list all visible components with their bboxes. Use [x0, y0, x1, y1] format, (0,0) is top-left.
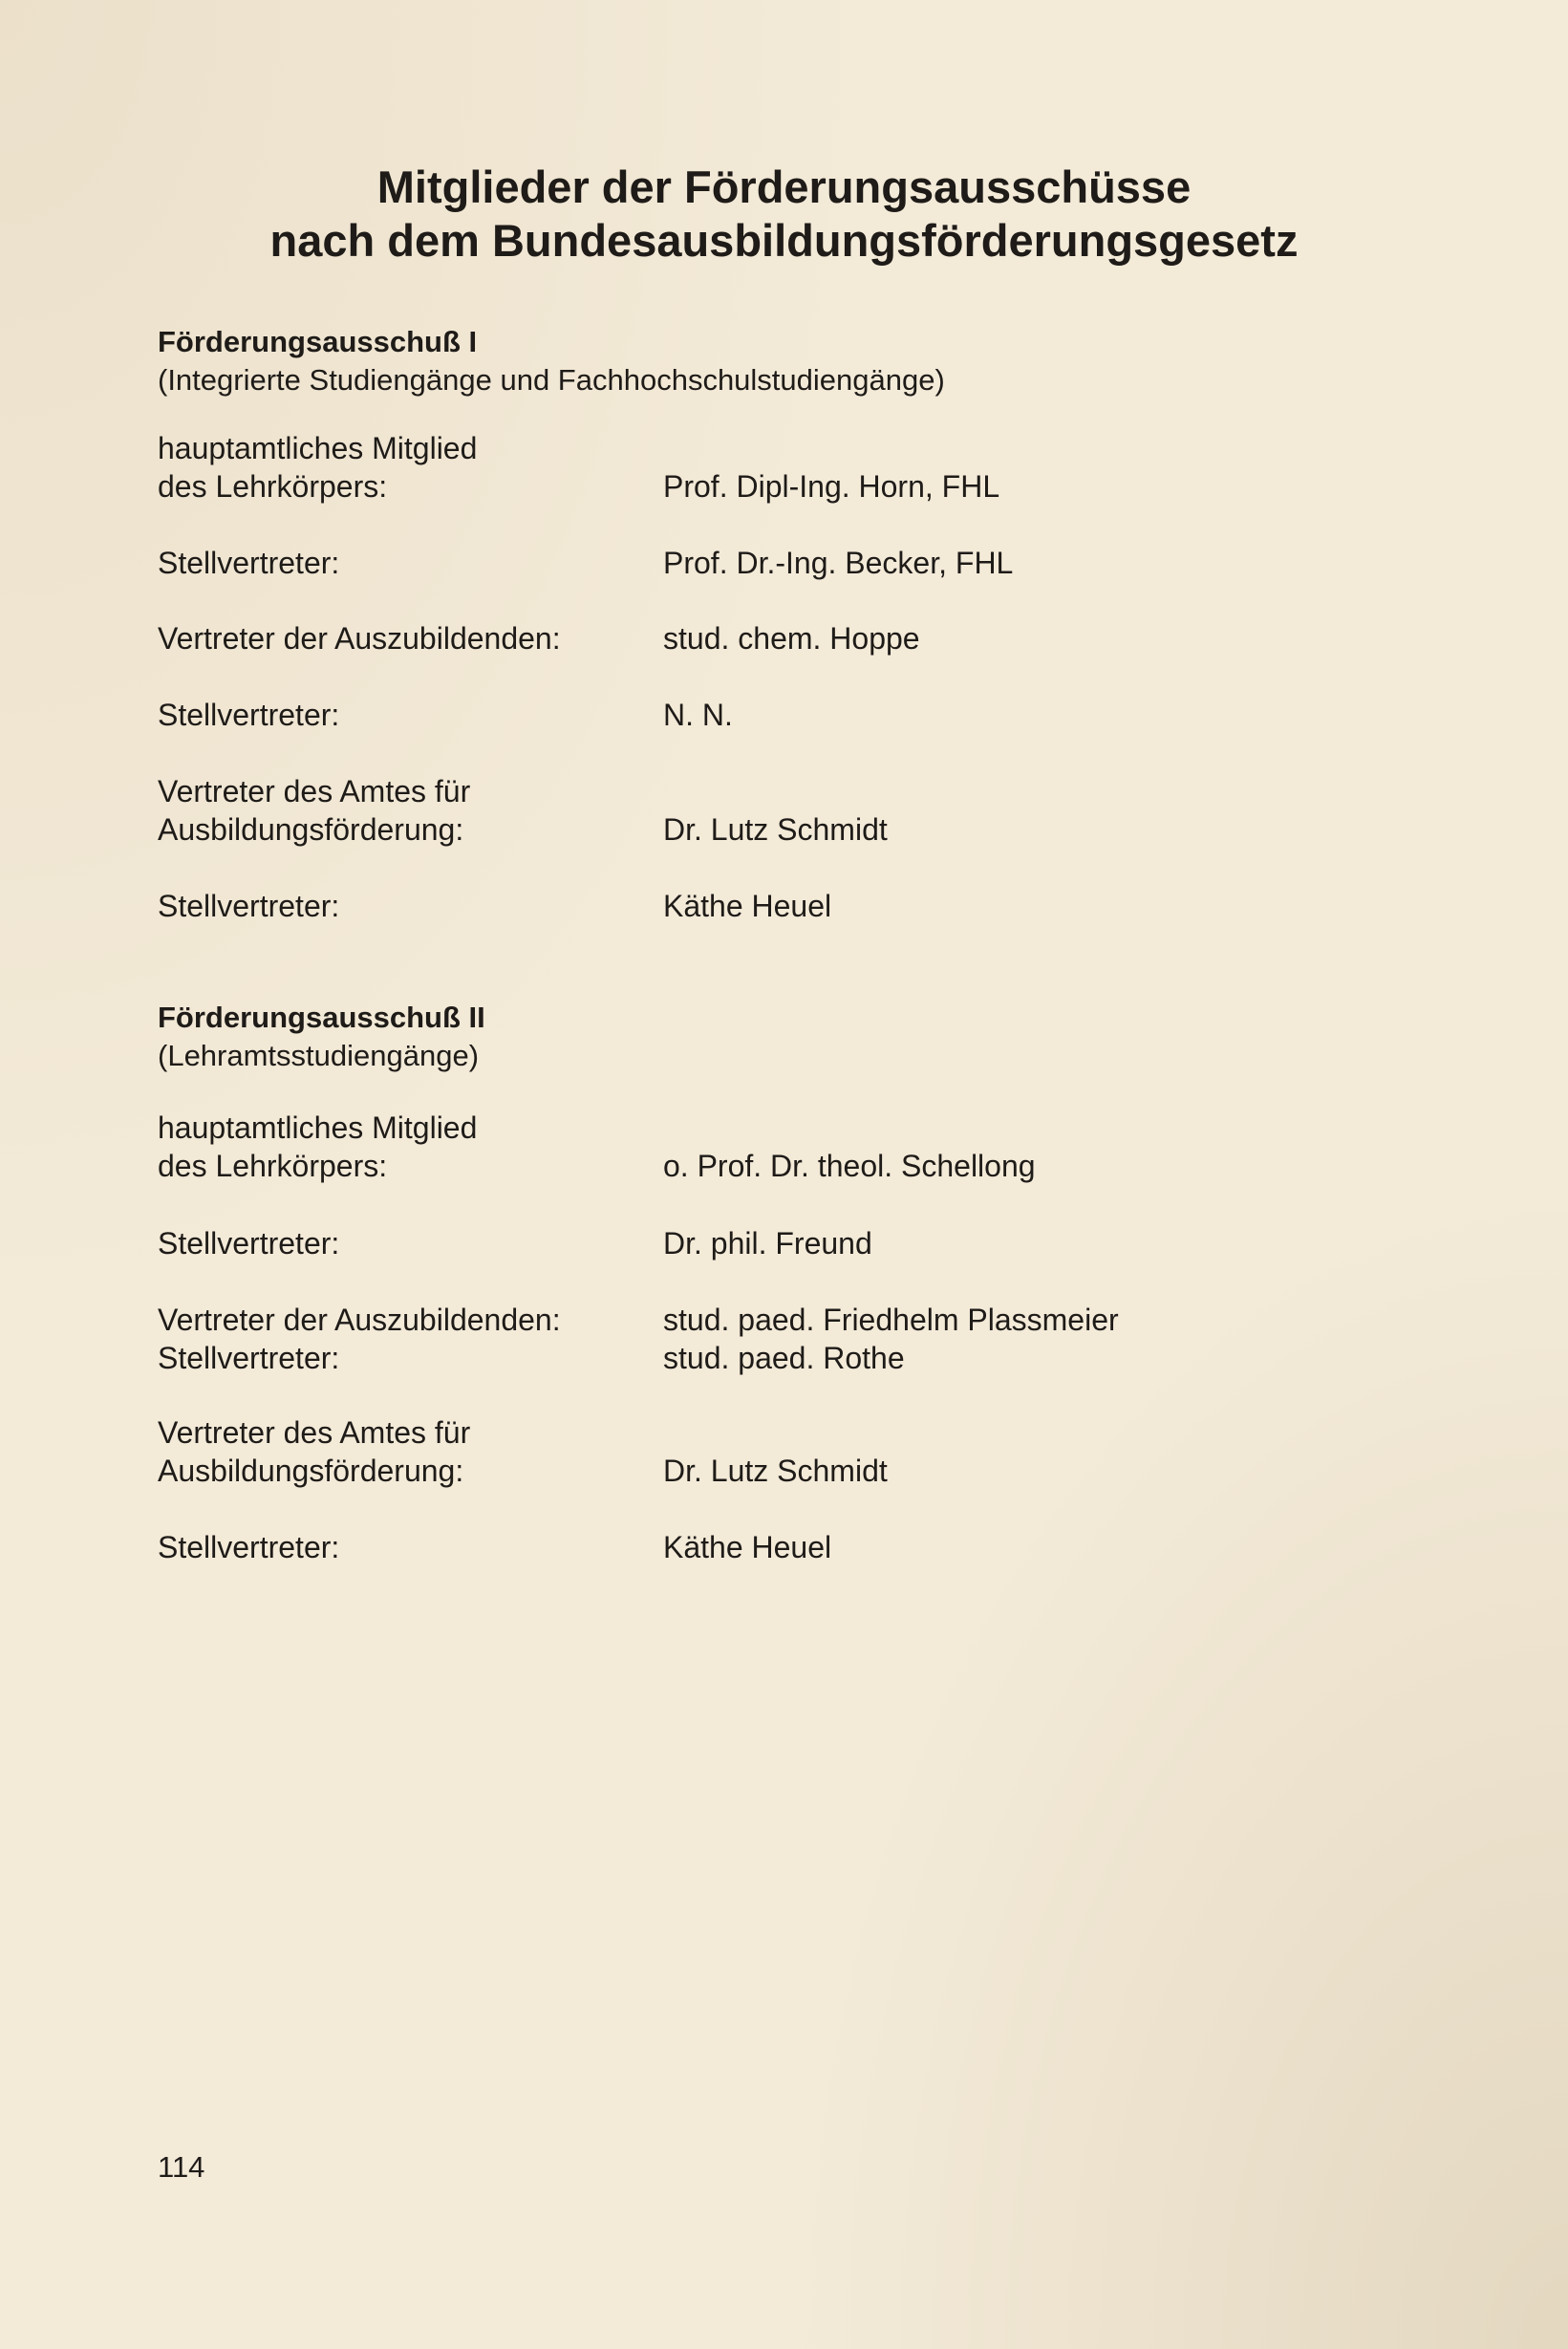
row-label-line: des Lehrkörpers:	[158, 469, 388, 504]
row-label-line: Ausbildungsförderung:	[158, 812, 464, 847]
row-label	[158, 1413, 655, 1490]
row-label	[158, 429, 655, 506]
row-value	[663, 1528, 1332, 1566]
row-label-line: Vertreter der Auszubildenden:	[158, 1303, 561, 1337]
row-value-line: Dr. Lutz Schmidt	[663, 812, 888, 847]
row-label-line: Vertreter des Amtes für	[158, 1415, 471, 1450]
row-label	[158, 772, 655, 849]
row-value-line	[663, 1109, 1332, 1147]
row-value	[663, 619, 1332, 657]
row-value	[663, 696, 1332, 734]
row-label-line: des Lehrkörpers:	[158, 1149, 388, 1183]
row-label-line: Stellvertreter:	[158, 1341, 340, 1375]
row-label	[158, 1301, 655, 1377]
row-value-line: Prof. Dipl-Ing. Horn, FHL	[663, 469, 1000, 504]
row-label-line: hauptamtliches Mitglied	[158, 431, 478, 465]
row-value	[663, 1301, 1332, 1377]
committee-2-subtitle: (Lehramtsstudiengänge)	[158, 1039, 480, 1072]
row-value-line: o. Prof. Dr. theol. Schellong	[663, 1149, 1036, 1183]
row-value-line	[663, 429, 1332, 467]
row-label-line: Stellvertreter:	[158, 889, 340, 923]
row-label	[158, 1109, 655, 1185]
row-value-line	[663, 772, 1332, 810]
title-line-1: Mitglieder der Förderungsausschüsse	[376, 162, 1192, 212]
committee-1-name: Förderungsausschuß I	[158, 325, 478, 358]
row-label	[158, 1528, 655, 1566]
committee-1-subtitle: (Integrierte Studiengänge und Fachhochschulstudiengänge)	[158, 363, 945, 397]
page-number: 114	[158, 2150, 205, 2184]
title-line-2: nach dem Bundesausbildungsförderungsgesetz	[269, 215, 1299, 266]
row-label	[158, 696, 655, 734]
committee-2-heading	[158, 999, 485, 1075]
row-value	[663, 772, 1332, 849]
row-label-line: Stellvertreter:	[158, 698, 340, 732]
row-value	[663, 429, 1332, 506]
row-label-line: Stellvertreter:	[158, 1530, 340, 1564]
row-value	[663, 887, 1332, 925]
row-value	[663, 1109, 1332, 1185]
committee-1-heading	[158, 323, 945, 399]
row-value-line: Prof. Dr.-Ing. Becker, FHL	[663, 546, 1014, 580]
row-label-line: hauptamtliches Mitglied	[158, 1110, 478, 1145]
row-value	[663, 1224, 1332, 1262]
row-label	[158, 619, 655, 657]
row-value-line: stud. paed. Friedhelm Plassmeier	[663, 1303, 1119, 1337]
page-title	[0, 161, 1568, 268]
row-value	[663, 1413, 1332, 1490]
row-value-line: Dr. phil. Freund	[663, 1226, 872, 1261]
row-value	[663, 544, 1332, 582]
row-value-line: stud. paed. Rothe	[663, 1341, 905, 1375]
row-label	[158, 887, 655, 925]
row-label-line: Vertreter des Amtes für	[158, 774, 471, 808]
row-value-line	[663, 1413, 1332, 1452]
row-value-line: Käthe Heuel	[663, 1530, 832, 1564]
row-label	[158, 1224, 655, 1262]
row-value-line: stud. chem. Hoppe	[663, 621, 920, 656]
row-label-line: Stellvertreter:	[158, 546, 340, 580]
row-label-line: Stellvertreter:	[158, 1226, 340, 1261]
row-label-line: Ausbildungsförderung:	[158, 1454, 464, 1488]
row-value-line: N. N.	[663, 698, 733, 732]
row-value-line: Käthe Heuel	[663, 889, 832, 923]
committee-2-name: Förderungsausschuß II	[158, 1001, 485, 1034]
row-value-line: Dr. Lutz Schmidt	[663, 1454, 888, 1488]
row-label-line: Vertreter der Auszubildenden:	[158, 621, 561, 656]
row-label	[158, 544, 655, 582]
